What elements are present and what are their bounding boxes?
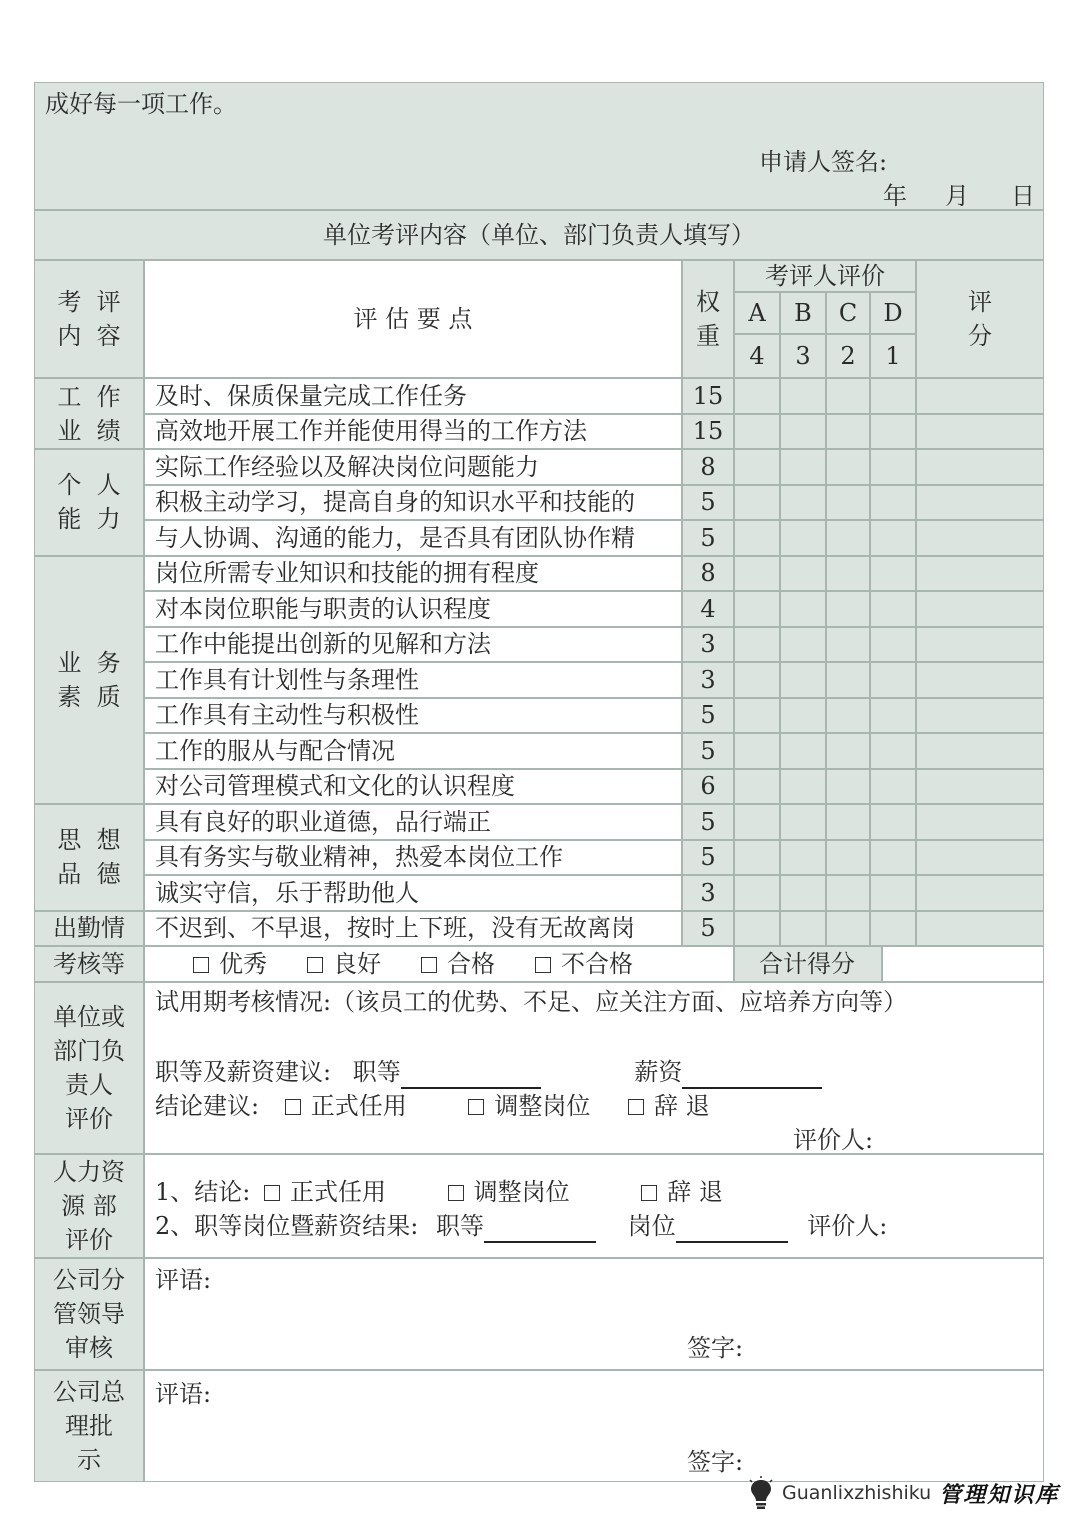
score-cell[interactable] bbox=[916, 698, 1044, 734]
grade-option-label: 合格 bbox=[447, 950, 495, 978]
item-weight: 3 bbox=[682, 627, 734, 663]
hr-option-label: 正式任用 bbox=[290, 1178, 386, 1206]
item-weight: 5 bbox=[682, 840, 734, 876]
evaluation-item: 工作的服从与配合情况 bbox=[144, 733, 682, 769]
grade-cell[interactable] bbox=[780, 591, 826, 627]
conclusion-option-label: 正式任用 bbox=[310, 1092, 407, 1120]
grade-cell[interactable] bbox=[826, 520, 870, 556]
hr-option-label: 调整岗位 bbox=[473, 1178, 570, 1206]
grade-cell[interactable] bbox=[780, 449, 826, 485]
evaluation-item: 工作具有计划性与条理性 bbox=[144, 662, 682, 698]
section-title: 单位考评内容（单位、部门负责人填写） bbox=[34, 210, 1044, 260]
watermark-brand: Guanlixzhishiku bbox=[782, 1482, 932, 1504]
grade-cell[interactable] bbox=[780, 698, 826, 734]
conclusion-option-label: 辞 退 bbox=[654, 1092, 710, 1120]
grade-cell[interactable] bbox=[734, 485, 780, 521]
grade-cell[interactable] bbox=[826, 414, 870, 450]
score-cell[interactable] bbox=[916, 840, 1044, 876]
checkbox-icon bbox=[285, 1099, 301, 1115]
grade-option-excellent[interactable] bbox=[193, 947, 267, 981]
grade-cell[interactable] bbox=[826, 804, 870, 840]
item-weight: 5 bbox=[682, 911, 734, 947]
total-score-label: 合计得分 bbox=[734, 946, 882, 982]
salary-word: 薪资 bbox=[634, 1058, 683, 1086]
score-cell[interactable] bbox=[916, 875, 1044, 911]
grade-cell[interactable] bbox=[870, 911, 916, 947]
category-label: 业 务 素 质 bbox=[34, 556, 144, 805]
grade-cell[interactable] bbox=[826, 627, 870, 663]
grade-cell[interactable] bbox=[780, 733, 826, 769]
grade-cell[interactable] bbox=[826, 556, 870, 592]
hr-evaluator-label: 评价人: bbox=[807, 1212, 888, 1240]
manager-comment-label: 评语: bbox=[155, 1266, 212, 1294]
checkbox-icon bbox=[307, 957, 323, 973]
grade-cell[interactable] bbox=[826, 698, 870, 734]
checkbox-icon bbox=[264, 1185, 280, 1201]
checkbox-icon bbox=[421, 957, 437, 973]
grade-letter-header: D bbox=[870, 292, 916, 334]
grade-value-header: 1 bbox=[870, 334, 916, 378]
evaluation-item: 不迟到、不早退，按时上下班，没有无故离岗 bbox=[144, 911, 682, 947]
grade-cell[interactable] bbox=[734, 875, 780, 911]
evaluation-item: 具有务实与敬业精神，热爱本岗位工作 bbox=[144, 840, 682, 876]
hr-option-hire[interactable] bbox=[264, 1178, 386, 1206]
category-label: 思 想 品 德 bbox=[34, 804, 144, 911]
grade-option-label: 优秀 bbox=[219, 950, 267, 978]
manager-review-label: 公司分 管领导 审核 bbox=[34, 1258, 144, 1370]
grade-cell[interactable] bbox=[870, 662, 916, 698]
grade-cell[interactable] bbox=[780, 520, 826, 556]
grade-cell[interactable] bbox=[870, 804, 916, 840]
hr-post-label: 岗位 bbox=[627, 1212, 676, 1240]
score-cell[interactable] bbox=[916, 627, 1044, 663]
manager-sign-label: 签字: bbox=[687, 1334, 744, 1362]
grade-option-good[interactable] bbox=[307, 947, 381, 981]
grade-cell[interactable] bbox=[734, 840, 780, 876]
evaluation-item: 高效地开展工作并能使用得当的工作方法 bbox=[144, 414, 682, 450]
score-cell[interactable] bbox=[916, 591, 1044, 627]
evaluation-item: 工作中能提出创新的见解和方法 bbox=[144, 627, 682, 663]
score-cell[interactable] bbox=[916, 769, 1044, 805]
grade-value-header: 3 bbox=[780, 334, 826, 378]
checkbox-icon bbox=[535, 957, 551, 973]
dept-eval-content bbox=[144, 982, 1044, 1154]
grade-row-label: 考核等 bbox=[34, 946, 144, 982]
hr-post-blank[interactable] bbox=[676, 1215, 788, 1243]
hr-grade-label: 职等 bbox=[436, 1212, 484, 1240]
checkbox-icon bbox=[193, 957, 209, 973]
conclusion-suggestion bbox=[155, 1089, 710, 1123]
score-cell[interactable] bbox=[916, 485, 1044, 521]
score-cell[interactable] bbox=[916, 449, 1044, 485]
grade-cell[interactable] bbox=[780, 662, 826, 698]
checkbox-icon bbox=[448, 1185, 464, 1201]
signature-label: 申请人签名: bbox=[759, 148, 888, 176]
item-weight: 5 bbox=[682, 485, 734, 521]
dept-eval-label: 单位或 部门负 责人 评价 bbox=[34, 982, 144, 1154]
probation-text: 试用期考核情况:（该员工的优势、不足、应关注方面、应培养方向等） bbox=[155, 988, 908, 1016]
item-weight: 8 bbox=[682, 449, 734, 485]
grade-cell[interactable] bbox=[870, 698, 916, 734]
header-evaluator: 考评人评价 bbox=[734, 260, 916, 292]
conclusion-label: 结论建议: bbox=[155, 1092, 260, 1120]
hr-eval-label: 人力资 源 部 评价 bbox=[34, 1154, 144, 1258]
intro-text: 成好每一项工作。 bbox=[45, 90, 237, 118]
evaluation-item: 实际工作经验以及解决岗位问题能力 bbox=[144, 449, 682, 485]
grade-cell[interactable] bbox=[734, 591, 780, 627]
grade-label: 职等 bbox=[352, 1058, 401, 1086]
conclusion-option-dismiss[interactable] bbox=[628, 1092, 710, 1120]
grade-value-header: 4 bbox=[734, 334, 780, 378]
grade-cell[interactable] bbox=[826, 591, 870, 627]
watermark-logo bbox=[748, 1476, 1059, 1510]
hr-option-dismiss[interactable] bbox=[641, 1178, 723, 1206]
salary-suggestion bbox=[155, 1055, 822, 1089]
grade-cell[interactable] bbox=[780, 840, 826, 876]
hr-result bbox=[155, 1209, 887, 1243]
grade-cell[interactable] bbox=[870, 414, 916, 450]
grade-cell[interactable] bbox=[780, 414, 826, 450]
grade-value-header: 2 bbox=[826, 334, 870, 378]
grade-cell[interactable] bbox=[826, 485, 870, 521]
checkbox-icon bbox=[641, 1185, 657, 1201]
grade-cell[interactable] bbox=[870, 733, 916, 769]
grade-cell[interactable] bbox=[870, 520, 916, 556]
grade-cell[interactable] bbox=[734, 520, 780, 556]
grade-cell[interactable] bbox=[734, 414, 780, 450]
dept-evaluator-label: 评价人: bbox=[793, 1126, 874, 1154]
evaluation-item: 工作具有主动性与积极性 bbox=[144, 698, 682, 734]
header-points: 评 估 要 点 bbox=[144, 260, 682, 378]
evaluation-item: 积极主动学习，提高自身的知识水平和技能的 bbox=[144, 485, 682, 521]
item-weight: 15 bbox=[682, 414, 734, 450]
grade-cell[interactable] bbox=[734, 733, 780, 769]
category-label: 工 作 业 绩 bbox=[34, 378, 144, 449]
evaluation-item: 具有良好的职业道德，品行端正 bbox=[144, 804, 682, 840]
hr-conclusion bbox=[155, 1175, 723, 1209]
grade-cell[interactable] bbox=[780, 911, 826, 947]
conclusion-option-hire[interactable] bbox=[285, 1092, 407, 1120]
item-weight: 5 bbox=[682, 804, 734, 840]
grade-options bbox=[144, 946, 734, 982]
grade-cell[interactable] bbox=[870, 627, 916, 663]
grade-cell[interactable] bbox=[780, 556, 826, 592]
score-cell[interactable] bbox=[916, 556, 1044, 592]
date-year: 年 bbox=[883, 182, 907, 210]
grade-cell[interactable] bbox=[734, 804, 780, 840]
header-category: 考 评 内 容 bbox=[34, 260, 144, 378]
grade-letter-header: B bbox=[780, 292, 826, 334]
grade-letter-header: C bbox=[826, 292, 870, 334]
hr-result-label: 2、职等岗位暨薪资结果: bbox=[155, 1212, 419, 1240]
score-cell[interactable] bbox=[916, 662, 1044, 698]
grade-cell[interactable] bbox=[780, 804, 826, 840]
checkbox-icon bbox=[468, 1099, 484, 1115]
total-score-value[interactable] bbox=[882, 946, 1044, 982]
grade-blank[interactable] bbox=[401, 1061, 541, 1089]
grade-cell[interactable] bbox=[734, 449, 780, 485]
grade-cell[interactable] bbox=[870, 840, 916, 876]
score-cell[interactable] bbox=[916, 733, 1044, 769]
evaluation-item: 对公司管理模式和文化的认识程度 bbox=[144, 769, 682, 805]
gm-comment-label: 评语: bbox=[155, 1380, 212, 1408]
grade-cell[interactable] bbox=[826, 733, 870, 769]
grade-cell[interactable] bbox=[734, 662, 780, 698]
date-day: 日 bbox=[1011, 182, 1035, 210]
score-cell[interactable] bbox=[916, 378, 1044, 414]
hr-option-label: 辞 退 bbox=[667, 1178, 723, 1206]
hr-eval-content bbox=[144, 1154, 1044, 1258]
evaluation-item: 对本岗位职能与职责的认识程度 bbox=[144, 591, 682, 627]
grade-cell[interactable] bbox=[780, 378, 826, 414]
intro-block bbox=[34, 82, 1044, 210]
grade-cell[interactable] bbox=[870, 875, 916, 911]
grade-cell[interactable] bbox=[826, 840, 870, 876]
header-weight: 权 重 bbox=[682, 260, 734, 378]
item-weight: 3 bbox=[682, 662, 734, 698]
grade-cell[interactable] bbox=[780, 485, 826, 521]
grade-cell[interactable] bbox=[780, 627, 826, 663]
grade-cell[interactable] bbox=[826, 769, 870, 805]
category-label: 个 人 能 力 bbox=[34, 449, 144, 556]
grade-option-label: 良好 bbox=[333, 950, 381, 978]
grade-cell[interactable] bbox=[734, 556, 780, 592]
conclusion-option-label: 调整岗位 bbox=[494, 1092, 591, 1120]
grade-cell[interactable] bbox=[826, 378, 870, 414]
header-score: 评 分 bbox=[916, 260, 1044, 378]
grade-cell[interactable] bbox=[870, 485, 916, 521]
evaluation-item: 诚实守信，乐于帮助他人 bbox=[144, 875, 682, 911]
hr-option-adjust[interactable] bbox=[448, 1178, 570, 1206]
item-weight: 5 bbox=[682, 520, 734, 556]
grade-cell[interactable] bbox=[826, 911, 870, 947]
grade-cell[interactable] bbox=[734, 627, 780, 663]
score-cell[interactable] bbox=[916, 911, 1044, 947]
grade-option-pass[interactable] bbox=[421, 947, 495, 981]
grade-cell[interactable] bbox=[870, 378, 916, 414]
item-weight: 3 bbox=[682, 875, 734, 911]
evaluation-item: 与人协调、沟通的能力，是否具有团队协作精 bbox=[144, 520, 682, 556]
lightbulb-icon bbox=[748, 1476, 774, 1510]
evaluation-item: 岗位所需专业知识和技能的拥有程度 bbox=[144, 556, 682, 592]
gm-approval-label: 公司总 理批 示 bbox=[34, 1370, 144, 1482]
hr-grade-blank[interactable] bbox=[484, 1215, 596, 1243]
grade-cell[interactable] bbox=[780, 875, 826, 911]
grade-cell[interactable] bbox=[870, 556, 916, 592]
item-weight: 5 bbox=[682, 733, 734, 769]
date-month: 月 bbox=[945, 182, 969, 210]
category-label: 出勤情 bbox=[34, 911, 144, 947]
gm-sign-label: 签字: bbox=[687, 1448, 744, 1476]
grade-letter-header: A bbox=[734, 292, 780, 334]
score-cell[interactable] bbox=[916, 414, 1044, 450]
grade-cell[interactable] bbox=[826, 449, 870, 485]
grade-cell[interactable] bbox=[870, 591, 916, 627]
grade-cell[interactable] bbox=[826, 875, 870, 911]
grade-cell[interactable] bbox=[780, 769, 826, 805]
grade-cell[interactable] bbox=[734, 378, 780, 414]
grade-cell[interactable] bbox=[870, 769, 916, 805]
score-cell[interactable] bbox=[916, 804, 1044, 840]
grade-cell[interactable] bbox=[870, 449, 916, 485]
grade-option-label: 不合格 bbox=[561, 950, 633, 978]
manager-review-content[interactable] bbox=[144, 1258, 1044, 1370]
item-weight: 4 bbox=[682, 591, 734, 627]
grade-option-fail[interactable] bbox=[535, 947, 633, 981]
item-weight: 5 bbox=[682, 698, 734, 734]
item-weight: 15 bbox=[682, 378, 734, 414]
conclusion-option-adjust[interactable] bbox=[468, 1092, 590, 1120]
item-weight: 8 bbox=[682, 556, 734, 592]
evaluation-item: 及时、保质保量完成工作任务 bbox=[144, 378, 682, 414]
grade-cell[interactable] bbox=[734, 911, 780, 947]
salary-blank[interactable] bbox=[682, 1061, 822, 1089]
salary-label: 职等及薪资建议: bbox=[155, 1058, 332, 1086]
grade-cell[interactable] bbox=[826, 662, 870, 698]
hr-conclusion-label: 1、结论: bbox=[155, 1178, 251, 1206]
checkbox-icon bbox=[628, 1099, 644, 1115]
score-cell[interactable] bbox=[916, 520, 1044, 556]
gm-approval-content[interactable] bbox=[144, 1370, 1044, 1482]
grade-cell[interactable] bbox=[734, 698, 780, 734]
watermark-cn: 管理知识库 bbox=[939, 1481, 1060, 1508]
grade-cell[interactable] bbox=[734, 769, 780, 805]
item-weight: 6 bbox=[682, 769, 734, 805]
